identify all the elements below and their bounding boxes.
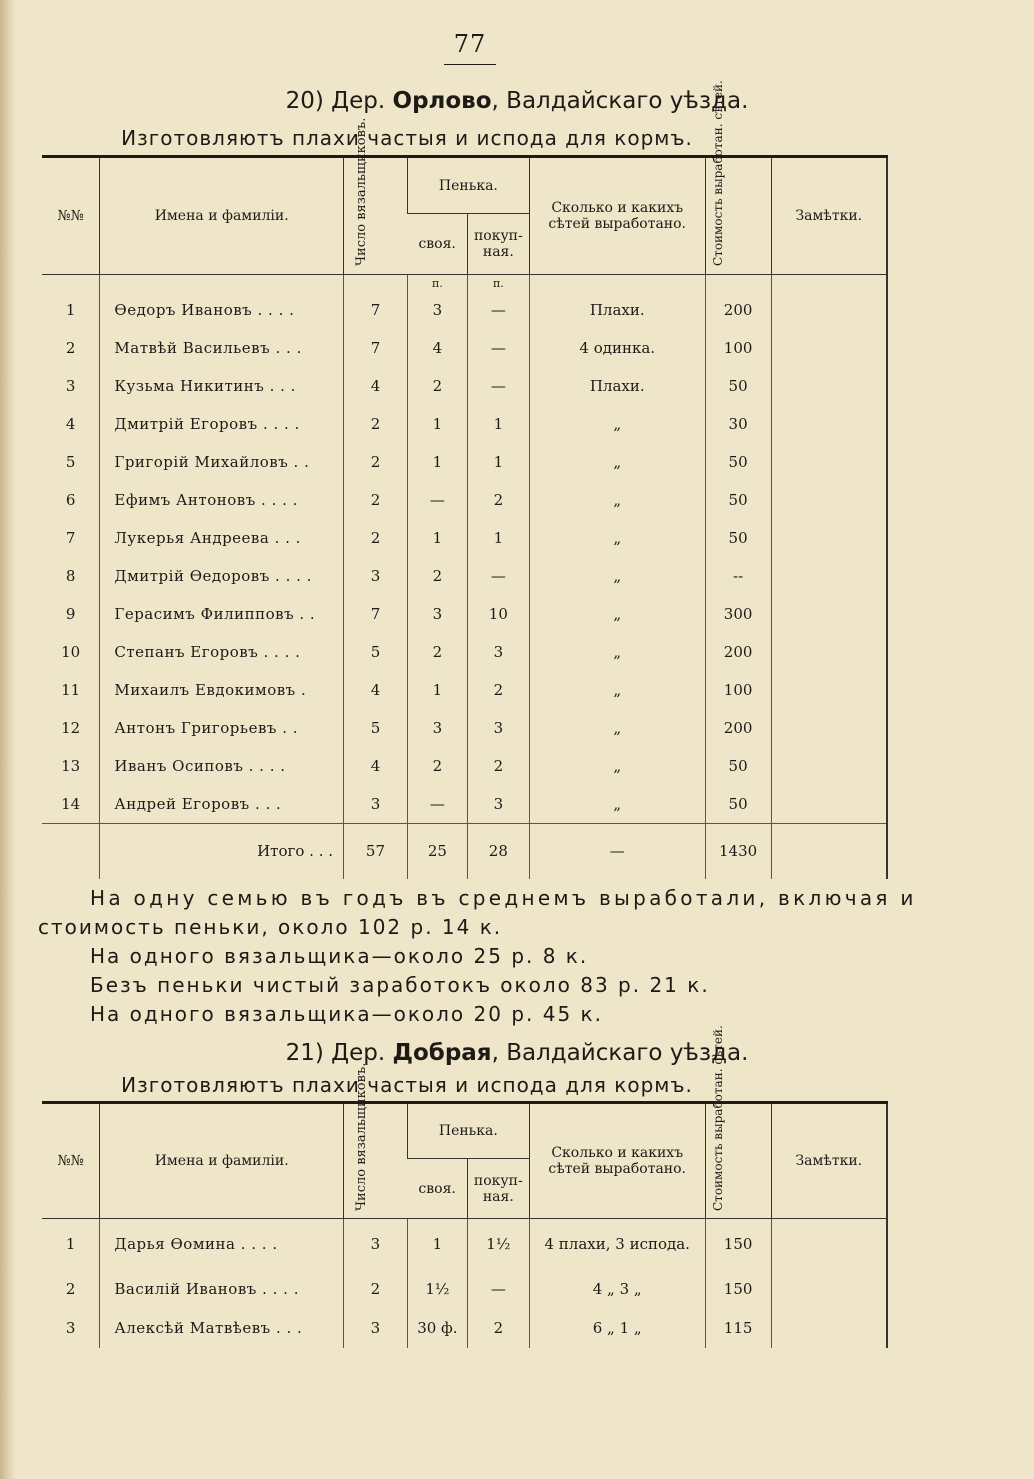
row-notes <box>771 1219 887 1270</box>
col-cost-header <box>705 80 771 275</box>
row-name: Кузьма Никитинъ . . . <box>100 367 344 405</box>
row-notes <box>771 1309 887 1348</box>
row-number: 5 <box>65 453 76 471</box>
col-num-header: №№ <box>42 1103 100 1219</box>
col-nets-header: Сколько и какихъ сѣтей выработано. <box>529 1103 705 1219</box>
row-cost: 30 <box>705 405 771 443</box>
col-nets-header: Сколько и какихъ сѣтей выработано. <box>529 157 705 275</box>
col-notes-header: Замѣтки. <box>771 157 887 275</box>
row-name: Лукерья Андреева . . . <box>100 519 344 557</box>
row-own: 3 <box>407 291 467 329</box>
row-bought: 1 <box>467 443 529 481</box>
table-row <box>42 709 887 747</box>
row-notes <box>771 291 887 329</box>
table-row <box>42 405 887 443</box>
total-label: Итого . . . <box>100 823 344 879</box>
summary-line-1: На одну семью въ годъ въ среднемъ выработали, включая и <box>90 886 917 910</box>
col-own-header: своя. <box>407 1159 467 1219</box>
row-knitters: 5 <box>344 709 408 747</box>
col-cost-label: Стоимость выработан. сѣтей. <box>711 80 726 266</box>
col-bought-header: покуп-ная. <box>467 1159 529 1219</box>
row-number: 2 <box>65 339 76 357</box>
row-cost: 150 <box>705 1219 771 1270</box>
row-knitters: 7 <box>344 595 408 633</box>
row-nets: „ <box>529 405 705 443</box>
col-knitters-label: Число вязальщиковъ. <box>354 117 370 266</box>
row-knitters: 4 <box>344 367 408 405</box>
row-knitters: 2 <box>344 481 408 519</box>
table-row <box>42 595 887 633</box>
row-cost: 115 <box>705 1309 771 1348</box>
row-name: Андрей Егоровъ . . . <box>100 785 344 823</box>
col-names-header: Имена и фамиліи. <box>100 157 344 275</box>
row-cost: 50 <box>705 367 771 405</box>
row-notes <box>771 633 887 671</box>
row-name: Алексѣй Матвѣевъ . . . <box>100 1309 344 1348</box>
summary-line-3: На одного вязальщика—около 25 р. 8 к. <box>90 944 589 968</box>
row-nets: „ <box>529 785 705 823</box>
row-notes <box>771 1270 887 1309</box>
row-cost: 200 <box>705 291 771 329</box>
row-number: 1 <box>65 301 76 319</box>
section-21-heading-num: 21) Дер. <box>285 1040 386 1066</box>
row-own: 2 <box>407 367 467 405</box>
page-edge <box>0 0 16 1479</box>
row-knitters: 2 <box>344 405 408 443</box>
row-name: Михаилъ Евдокимовъ . <box>100 671 344 709</box>
table-row <box>42 367 887 405</box>
row-cost: 150 <box>705 1270 771 1309</box>
row-own: 2 <box>407 747 467 785</box>
row-name: Антонъ Григорьевъ . . <box>100 709 344 747</box>
row-own: 3 <box>407 595 467 633</box>
col-knitters-header <box>343 1062 407 1219</box>
row-knitters: 2 <box>344 519 408 557</box>
summary-line-5: На одного вязальщика—около 20 р. 45 к. <box>90 1002 603 1026</box>
row-notes <box>771 785 887 823</box>
row-bought: 2 <box>467 1309 529 1348</box>
col-knitters-label: Число вязальщиковъ. <box>354 1062 370 1211</box>
row-name: Дарья Ѳомина . . . . <box>100 1219 344 1270</box>
row-notes <box>771 405 887 443</box>
row-knitters: 2 <box>343 1270 407 1309</box>
row-number: 3 <box>65 1319 76 1337</box>
row-name: Иванъ Осиповъ . . . . <box>100 747 344 785</box>
row-number: 7 <box>65 529 76 547</box>
row-nets: „ <box>529 519 705 557</box>
section-20-heading <box>0 88 1034 114</box>
row-bought: — <box>467 1270 529 1309</box>
unit-own: п. <box>407 275 467 292</box>
row-knitters: 3 <box>343 1219 407 1270</box>
row-notes <box>771 443 887 481</box>
row-bought: — <box>467 367 529 405</box>
row-nets: „ <box>529 481 705 519</box>
row-number: 8 <box>65 567 76 585</box>
row-number: 9 <box>65 605 76 623</box>
row-bought: 1½ <box>467 1219 529 1270</box>
row-number: 1 <box>65 1235 76 1254</box>
section-20-heading-rest: , Валдайскаго уѣзда. <box>491 88 749 114</box>
row-cost: 50 <box>705 481 771 519</box>
row-bought: 3 <box>467 633 529 671</box>
col-names-header: Имена и фамиліи. <box>100 1103 344 1219</box>
total-cost: 1430 <box>705 823 771 879</box>
row-name: Василій Ивановъ . . . . <box>100 1270 344 1309</box>
row-own: 1½ <box>407 1270 467 1309</box>
row-bought: 3 <box>467 785 529 823</box>
section-20-place: Орлово <box>392 88 492 114</box>
col-own-header: своя. <box>407 214 467 275</box>
summary-line-4: Безъ пеньки чистый заработокъ около 83 р. 21 к. <box>90 973 710 997</box>
row-nets: 4 „ 3 „ <box>529 1270 705 1309</box>
row-number: 6 <box>65 491 76 509</box>
table-row <box>42 557 887 595</box>
col-notes-header: Замѣтки. <box>771 1103 887 1219</box>
section-21-place: Добрая <box>392 1040 492 1066</box>
table-row <box>42 519 887 557</box>
row-knitters: 3 <box>343 1309 407 1348</box>
row-own: 2 <box>407 557 467 595</box>
row-bought: 1 <box>467 405 529 443</box>
table-row <box>42 1270 887 1309</box>
row-nets: Плахи. <box>529 367 705 405</box>
row-bought: 1 <box>467 519 529 557</box>
row-knitters: 4 <box>344 747 408 785</box>
row-knitters: 7 <box>344 329 408 367</box>
row-nets: 4 плахи, 3 испода. <box>529 1219 705 1270</box>
section-20-heading-num: 20) Дер. <box>285 88 386 114</box>
row-cost: 50 <box>705 785 771 823</box>
row-knitters: 7 <box>344 291 408 329</box>
row-cost: 50 <box>705 519 771 557</box>
table-row <box>42 291 887 329</box>
row-bought: 10 <box>467 595 529 633</box>
row-cost: 200 <box>705 709 771 747</box>
row-name: Ѳедоръ Ивановъ . . . . <box>100 291 344 329</box>
row-number: 2 <box>65 1280 76 1298</box>
table-row <box>42 329 887 367</box>
row-nets: „ <box>529 747 705 785</box>
row-cost: 50 <box>705 747 771 785</box>
row-nets: 4 одинка. <box>529 329 705 367</box>
section-21-heading <box>0 1040 1034 1066</box>
row-cost: 200 <box>705 633 771 671</box>
col-knitters-header <box>344 117 408 275</box>
col-hemp-header: Пенька. <box>407 1103 529 1159</box>
row-own: 1 <box>407 1219 467 1270</box>
row-nets: „ <box>529 671 705 709</box>
row-name: Степанъ Егоровъ . . . . <box>100 633 344 671</box>
row-knitters: 2 <box>344 443 408 481</box>
row-own: 2 <box>407 633 467 671</box>
row-notes <box>771 595 887 633</box>
total-row <box>42 823 887 879</box>
table-row <box>42 785 887 823</box>
row-name: Ефимъ Антоновъ . . . . <box>100 481 344 519</box>
row-own: 1 <box>407 519 467 557</box>
row-number: 11 <box>61 681 81 699</box>
row-own: 1 <box>407 443 467 481</box>
row-nets: 6 „ 1 „ <box>529 1309 705 1348</box>
total-bought: 28 <box>467 823 529 879</box>
row-own: — <box>407 785 467 823</box>
unit-bought: п. <box>467 275 529 292</box>
table-row <box>42 443 887 481</box>
table-row <box>42 1309 887 1348</box>
page-number-rule <box>444 64 496 65</box>
row-notes <box>771 671 887 709</box>
row-bought: — <box>467 291 529 329</box>
section-21-subheading: Изготовляютъ плахи частыя и испода для кормъ. <box>121 1073 693 1097</box>
row-nets: „ <box>529 595 705 633</box>
table-row <box>42 481 887 519</box>
row-knitters: 4 <box>344 671 408 709</box>
row-notes <box>771 747 887 785</box>
row-cost: 50 <box>705 443 771 481</box>
section-20-subheading: Изготовляютъ плахи частыя и испода для кормъ. <box>121 126 693 150</box>
row-knitters: 5 <box>344 633 408 671</box>
row-nets: „ <box>529 557 705 595</box>
row-cost: -- <box>705 557 771 595</box>
total-own: 25 <box>407 823 467 879</box>
section-21-heading-rest: , Валдайскаго уѣзда. <box>491 1040 749 1066</box>
col-bought-header: покуп-ная. <box>467 214 529 275</box>
table-row <box>42 671 887 709</box>
row-name: Дмитрій Егоровъ . . . . <box>100 405 344 443</box>
row-bought: 3 <box>467 709 529 747</box>
table-row <box>42 633 887 671</box>
row-number: 3 <box>65 377 76 395</box>
row-bought: — <box>467 329 529 367</box>
table-row <box>42 747 887 785</box>
total-nets: — <box>529 823 705 879</box>
row-knitters: 3 <box>344 557 408 595</box>
row-nets: „ <box>529 709 705 747</box>
col-cost-header <box>705 1025 771 1219</box>
row-notes <box>771 709 887 747</box>
row-own: 1 <box>407 671 467 709</box>
row-notes <box>771 329 887 367</box>
row-own: — <box>407 481 467 519</box>
row-own: 1 <box>407 405 467 443</box>
row-nets: „ <box>529 443 705 481</box>
row-name: Герасимъ Филипповъ . . <box>100 595 344 633</box>
row-number: 4 <box>65 415 76 433</box>
row-name: Григорій Михайловъ . . <box>100 443 344 481</box>
row-bought: 2 <box>467 671 529 709</box>
row-cost: 100 <box>705 671 771 709</box>
row-number: 10 <box>61 643 81 661</box>
unit-row <box>42 275 887 292</box>
row-bought: 2 <box>467 747 529 785</box>
row-number: 13 <box>61 757 81 775</box>
page-number: 77 <box>453 30 487 58</box>
row-own: 3 <box>407 709 467 747</box>
row-own: 30 ф. <box>407 1309 467 1348</box>
col-hemp-header: Пенька. <box>407 157 529 214</box>
row-name: Матвѣй Васильевъ . . . <box>100 329 344 367</box>
total-knitters: 57 <box>344 823 408 879</box>
row-bought: — <box>467 557 529 595</box>
row-cost: 300 <box>705 595 771 633</box>
row-cost: 100 <box>705 329 771 367</box>
row-notes <box>771 519 887 557</box>
col-cost-label: Стоимость выработан. сѣтей. <box>711 1025 726 1211</box>
row-knitters: 3 <box>344 785 408 823</box>
row-notes <box>771 557 887 595</box>
row-name: Дмитрій Ѳедоровъ . . . . <box>100 557 344 595</box>
row-notes <box>771 481 887 519</box>
table-row <box>42 1219 887 1270</box>
row-bought: 2 <box>467 481 529 519</box>
row-own: 4 <box>407 329 467 367</box>
col-num-header: №№ <box>42 157 100 275</box>
summary-line-2: стоимость пеньки, около 102 р. 14 к. <box>38 915 503 939</box>
row-nets: „ <box>529 633 705 671</box>
row-notes <box>771 367 887 405</box>
row-number: 12 <box>61 719 81 737</box>
row-nets: Плахи. <box>529 291 705 329</box>
row-number: 14 <box>61 794 81 813</box>
